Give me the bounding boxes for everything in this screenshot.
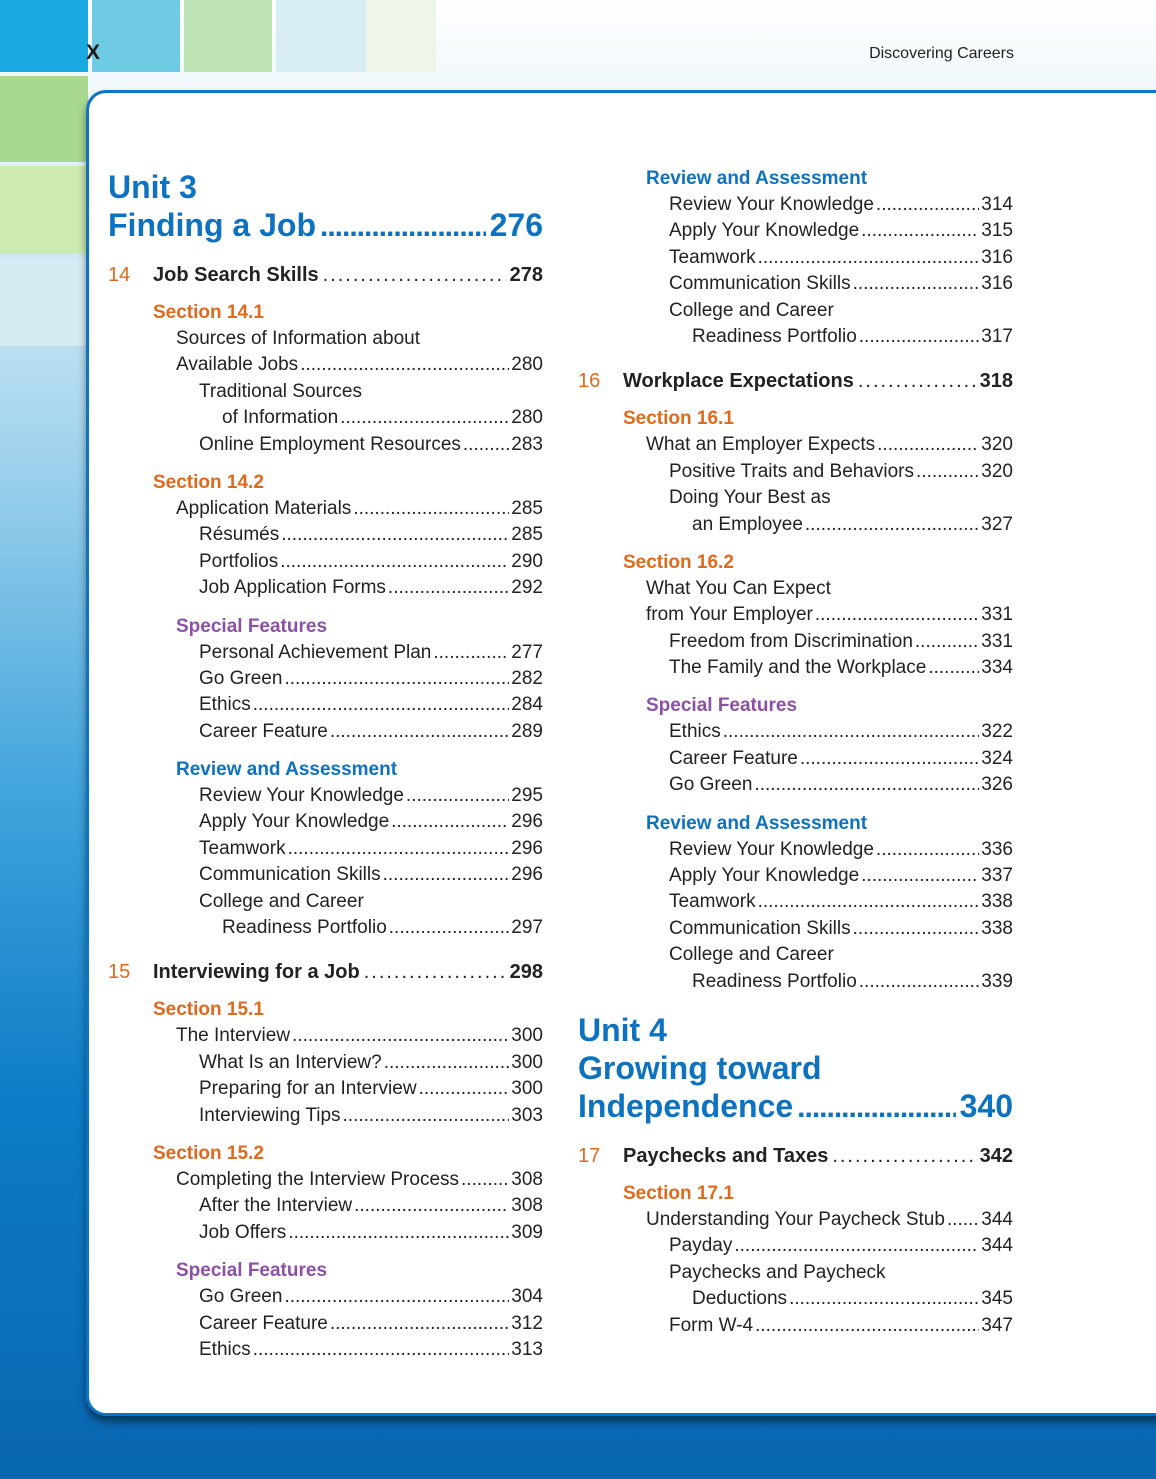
entry-title: Teamwork bbox=[199, 837, 286, 859]
toc-entry[interactable] bbox=[199, 1052, 543, 1078]
entry-page: 303 bbox=[511, 1104, 543, 1126]
toc-entry[interactable] bbox=[669, 194, 1013, 220]
toc-entry[interactable] bbox=[176, 354, 543, 380]
toc-entry[interactable] bbox=[669, 918, 1013, 944]
entry-title: Teamwork bbox=[669, 891, 756, 913]
chapter-heading[interactable] bbox=[578, 370, 1013, 396]
entry-page: 315 bbox=[981, 220, 1013, 242]
entry-title: Review Your Knowledge bbox=[669, 838, 874, 860]
entry-page: 347 bbox=[981, 1314, 1013, 1336]
entry-title: an Employee bbox=[692, 513, 803, 535]
entry-title: Go Green bbox=[669, 774, 753, 796]
entry-title: Communication Skills bbox=[669, 273, 851, 295]
toc-entry[interactable] bbox=[199, 785, 543, 811]
entry-title: What an Employer Expects bbox=[646, 434, 876, 456]
chapter-number: 15 bbox=[108, 961, 131, 984]
entry-page: 344 bbox=[981, 1235, 1013, 1257]
toc-entry[interactable] bbox=[669, 631, 1013, 657]
section-heading: Section 16.2 bbox=[623, 551, 734, 573]
chapter-number: 14 bbox=[108, 264, 131, 286]
entry-title: The Family and the Workplace bbox=[669, 657, 927, 679]
entry-title: Payday bbox=[669, 1235, 733, 1257]
entry-title: Career Feature bbox=[669, 747, 798, 769]
chapter-heading[interactable] bbox=[108, 961, 543, 987]
entry-title: Personal Achievement Plan bbox=[199, 641, 432, 663]
decor-tile bbox=[0, 166, 88, 254]
entry-page: 320 bbox=[981, 434, 1013, 456]
entry-title: Go Green bbox=[199, 1286, 283, 1308]
entry-page: 283 bbox=[511, 433, 543, 455]
entry-page: 280 bbox=[511, 407, 543, 429]
toc-entry[interactable] bbox=[199, 721, 543, 747]
entry-title: Ethics bbox=[199, 1338, 251, 1360]
toc-right-column bbox=[578, 168, 1013, 1341]
toc-entry[interactable] bbox=[692, 1288, 1013, 1314]
entry-page: 297 bbox=[511, 917, 543, 939]
toc-entry-text: College and Career bbox=[199, 890, 364, 912]
section-heading: Section 16.1 bbox=[623, 408, 734, 430]
entry-title: Readiness Portfolio bbox=[692, 325, 857, 347]
unit-title: Finding a Job bbox=[108, 207, 316, 243]
entry-page: 337 bbox=[981, 865, 1013, 887]
entry-title: Career Feature bbox=[199, 1312, 328, 1334]
entry-title: Go Green bbox=[199, 667, 283, 689]
unit-heading[interactable] bbox=[578, 1011, 1013, 1127]
entry-page: 339 bbox=[981, 970, 1013, 992]
review-heading: Review and Assessment bbox=[646, 812, 868, 834]
entry-page: 300 bbox=[511, 1025, 543, 1047]
decor-tile bbox=[92, 0, 180, 72]
entry-page: 327 bbox=[981, 513, 1013, 535]
entry-page: 308 bbox=[511, 1168, 543, 1190]
toc-entry[interactable] bbox=[222, 407, 543, 433]
decor-tile bbox=[276, 0, 366, 72]
entry-title: Communication Skills bbox=[669, 917, 851, 939]
toc-entry[interactable] bbox=[176, 1169, 543, 1195]
page-number: X bbox=[86, 41, 101, 64]
entry-title: Readiness Portfolio bbox=[222, 917, 387, 939]
entry-title: Job Offers bbox=[199, 1221, 287, 1243]
entry-page: 289 bbox=[511, 720, 543, 742]
entry-title: Interviewing Tips bbox=[199, 1104, 341, 1126]
toc-entry[interactable] bbox=[199, 577, 543, 603]
entry-page: 309 bbox=[511, 1221, 543, 1243]
review-heading: Review and Assessment bbox=[646, 168, 868, 189]
entry-title: Ethics bbox=[669, 721, 721, 743]
entry-page: 277 bbox=[511, 641, 543, 663]
chapter-title: Paychecks and Taxes bbox=[623, 1144, 829, 1167]
chapter-title: Job Search Skills bbox=[153, 264, 319, 286]
special-features-heading: Special Features bbox=[176, 615, 328, 637]
decor-tile bbox=[0, 258, 88, 346]
toc-entry-text: College and Career bbox=[669, 944, 834, 966]
entry-page: 345 bbox=[981, 1288, 1013, 1310]
entry-page: 317 bbox=[981, 325, 1013, 347]
entry-title: Positive Traits and Behaviors bbox=[669, 460, 915, 482]
entry-page: 296 bbox=[511, 837, 543, 859]
toc-entry[interactable] bbox=[176, 1025, 543, 1051]
entry-title: After the Interview bbox=[199, 1195, 353, 1217]
toc-entry[interactable] bbox=[669, 748, 1013, 774]
toc-entry[interactable] bbox=[199, 1195, 543, 1221]
toc-entry[interactable] bbox=[646, 434, 1013, 460]
chapter-title: Workplace Expectations bbox=[623, 370, 854, 393]
entry-page: 304 bbox=[511, 1286, 543, 1308]
decor-tile bbox=[366, 0, 436, 72]
entry-title: Ethics bbox=[199, 694, 251, 716]
unit-label: Unit 4 bbox=[578, 1011, 667, 1048]
entry-page: 326 bbox=[981, 774, 1013, 796]
chapter-page: 298 bbox=[509, 961, 543, 984]
entry-title: from Your Employer bbox=[646, 604, 813, 626]
toc-entry-text: Doing Your Best as bbox=[669, 487, 831, 509]
entry-page: 300 bbox=[511, 1078, 543, 1100]
toc-entry[interactable] bbox=[199, 811, 543, 837]
chapter-number: 17 bbox=[578, 1144, 601, 1167]
entry-page: 324 bbox=[981, 747, 1013, 769]
entry-page: 334 bbox=[981, 657, 1013, 679]
entry-page: 285 bbox=[511, 497, 543, 519]
toc-entry[interactable] bbox=[669, 1235, 1013, 1261]
toc-left-column bbox=[108, 168, 543, 1365]
entry-title: Review Your Knowledge bbox=[199, 785, 404, 807]
entry-title: Apply Your Knowledge bbox=[669, 865, 860, 887]
entry-page: 331 bbox=[981, 630, 1013, 652]
entry-title: What Is an Interview? bbox=[199, 1051, 382, 1073]
chapter-page: 342 bbox=[979, 1144, 1013, 1167]
toc-entry-text: Paychecks and Paycheck bbox=[669, 1261, 886, 1283]
toc-entry[interactable] bbox=[199, 1105, 543, 1131]
toc-entry[interactable] bbox=[199, 864, 543, 890]
unit-title: Growing toward bbox=[578, 1049, 822, 1086]
entry-title: Application Materials bbox=[176, 497, 352, 519]
toc-entry[interactable] bbox=[669, 273, 1013, 299]
toc-entry[interactable] bbox=[692, 326, 1013, 352]
entry-page: 322 bbox=[981, 721, 1013, 743]
entry-title: Available Jobs bbox=[176, 354, 299, 376]
entry-page: 312 bbox=[511, 1312, 543, 1334]
entry-title: Review Your Knowledge bbox=[669, 194, 874, 215]
chapter-page: 318 bbox=[979, 370, 1013, 393]
toc-entry[interactable] bbox=[646, 604, 1013, 630]
chapter-title: Interviewing for a Job bbox=[153, 961, 360, 984]
toc-entry[interactable] bbox=[199, 1339, 543, 1365]
decor-tile bbox=[184, 0, 272, 72]
entry-page: 292 bbox=[511, 577, 543, 599]
toc-entry[interactable] bbox=[199, 434, 543, 460]
toc-entry[interactable] bbox=[176, 498, 543, 524]
toc-entry[interactable] bbox=[669, 461, 1013, 487]
entry-page: 336 bbox=[981, 838, 1013, 860]
entry-page: 331 bbox=[981, 604, 1013, 626]
entry-page: 338 bbox=[981, 891, 1013, 913]
toc-entry[interactable] bbox=[669, 657, 1013, 683]
entry-page: 290 bbox=[511, 550, 543, 572]
toc-entry-text: Traditional Sources bbox=[199, 380, 362, 402]
section-heading: Section 14.2 bbox=[153, 471, 264, 493]
section-heading: Section 17.1 bbox=[623, 1182, 734, 1204]
chapter-page: 278 bbox=[509, 264, 543, 286]
entry-title: Online Employment Resources bbox=[199, 433, 461, 455]
entry-title: Completing the Interview Process bbox=[176, 1168, 460, 1190]
entry-page: 314 bbox=[981, 194, 1013, 215]
entry-title: Form W-4 bbox=[669, 1314, 754, 1336]
toc-entry[interactable] bbox=[199, 668, 543, 694]
unit-page: 340 bbox=[959, 1087, 1013, 1124]
toc-entry[interactable] bbox=[222, 917, 543, 943]
entry-page: 296 bbox=[511, 864, 543, 886]
entry-title: The Interview bbox=[176, 1025, 291, 1047]
special-features-heading: Special Features bbox=[646, 695, 798, 717]
toc-entry[interactable] bbox=[669, 839, 1013, 865]
review-heading: Review and Assessment bbox=[176, 759, 398, 781]
entry-title: Portfolios bbox=[199, 550, 279, 572]
entry-title: Deductions bbox=[692, 1288, 788, 1310]
toc-entry[interactable] bbox=[199, 551, 543, 577]
entry-page: 280 bbox=[511, 354, 543, 376]
special-features-heading: Special Features bbox=[176, 1260, 328, 1282]
toc-entry[interactable] bbox=[199, 838, 543, 864]
entry-title: Apply Your Knowledge bbox=[199, 811, 390, 833]
decor-tile bbox=[0, 0, 88, 72]
decor-tile bbox=[0, 76, 88, 162]
entry-page: 296 bbox=[511, 811, 543, 833]
section-heading: Section 14.1 bbox=[153, 302, 264, 323]
toc-entry-text: What You Can Expect bbox=[646, 577, 831, 599]
entry-page: 295 bbox=[511, 785, 543, 807]
toc-entry-text: Sources of Information about bbox=[176, 328, 420, 349]
toc-entry[interactable] bbox=[692, 971, 1013, 997]
entry-page: 316 bbox=[981, 246, 1013, 268]
entry-page: 308 bbox=[511, 1195, 543, 1217]
toc-entry[interactable] bbox=[669, 891, 1013, 917]
entry-title: Career Feature bbox=[199, 720, 328, 742]
toc-entry[interactable] bbox=[199, 524, 543, 550]
unit-title: Independence bbox=[578, 1087, 794, 1124]
entry-page: 284 bbox=[511, 694, 543, 716]
entry-title: Teamwork bbox=[669, 246, 756, 268]
entry-page: 316 bbox=[981, 273, 1013, 295]
section-heading: Section 15.2 bbox=[153, 1142, 264, 1164]
toc-entry[interactable] bbox=[199, 1286, 543, 1312]
toc-entry[interactable] bbox=[199, 1222, 543, 1248]
entry-page: 320 bbox=[981, 460, 1013, 482]
toc-entry[interactable] bbox=[199, 694, 543, 720]
unit-label: Unit 3 bbox=[108, 169, 197, 205]
toc-entry[interactable] bbox=[669, 247, 1013, 273]
entry-page: 285 bbox=[511, 524, 543, 546]
entry-title: Understanding Your Paycheck Stub bbox=[646, 1208, 945, 1230]
entry-title: Résumés bbox=[199, 524, 280, 546]
toc-entry[interactable] bbox=[669, 774, 1013, 800]
entry-title: of Information bbox=[222, 407, 339, 429]
entry-title: Job Application Forms bbox=[199, 577, 386, 599]
entry-page: 338 bbox=[981, 917, 1013, 939]
entry-page: 300 bbox=[511, 1051, 543, 1073]
entry-page: 313 bbox=[511, 1338, 543, 1360]
section-heading: Section 15.1 bbox=[153, 999, 264, 1021]
unit-page: 276 bbox=[489, 207, 543, 243]
chapter-number: 16 bbox=[578, 370, 601, 393]
toc-entry[interactable] bbox=[199, 642, 543, 668]
chapter-heading[interactable] bbox=[108, 264, 543, 290]
toc-entry[interactable] bbox=[692, 514, 1013, 540]
toc-entry[interactable] bbox=[669, 865, 1013, 891]
toc-entry[interactable] bbox=[199, 1078, 543, 1104]
toc-entry[interactable] bbox=[646, 1209, 1013, 1235]
entry-title: Freedom from Discrimination bbox=[669, 630, 913, 652]
toc-entry[interactable] bbox=[669, 721, 1013, 747]
toc-entry[interactable] bbox=[199, 1313, 543, 1339]
entry-page: 282 bbox=[511, 667, 543, 689]
unit-heading[interactable] bbox=[108, 168, 543, 246]
toc-entry[interactable] bbox=[669, 220, 1013, 246]
chapter-heading[interactable] bbox=[578, 1145, 1013, 1171]
toc-entry-text: College and Career bbox=[669, 299, 834, 321]
entry-page: 344 bbox=[981, 1208, 1013, 1230]
toc-entry[interactable] bbox=[669, 1315, 1013, 1341]
running-header: Discovering Careers bbox=[869, 45, 1014, 62]
entry-title: Preparing for an Interview bbox=[199, 1078, 417, 1100]
entry-title: Apply Your Knowledge bbox=[669, 220, 860, 242]
entry-title: Communication Skills bbox=[199, 864, 381, 886]
entry-title: Readiness Portfolio bbox=[692, 970, 857, 992]
